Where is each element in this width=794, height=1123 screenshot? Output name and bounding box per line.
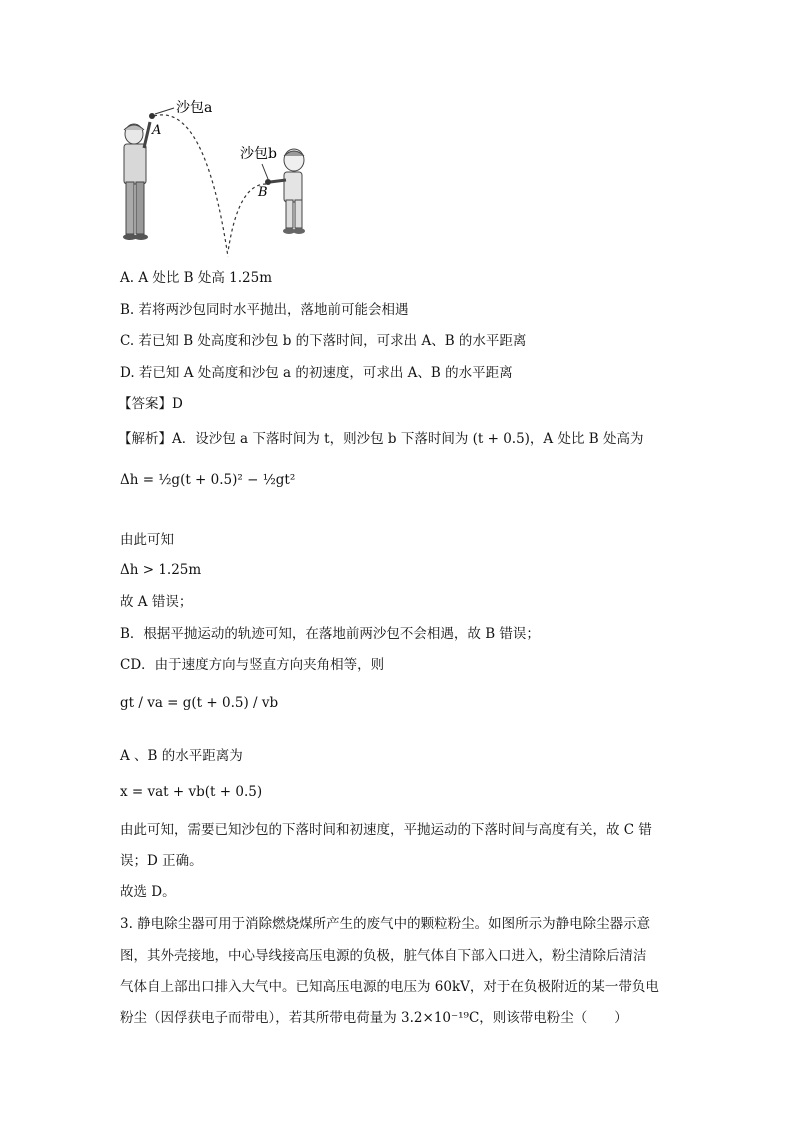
question3-line-4: 粉尘（因俘获电子而带电），若其所带电荷量为 3.2×10⁻¹⁹C，则该带电粉尘（ ） <box>120 1010 628 1026</box>
question3-line-3: 气体自上部出口排入大气中。已知高压电源的电压为 60kV，对于在负极附近的某一带负电 <box>120 979 659 995</box>
analysis-line-6: A 、B 的水平距离为 <box>120 748 243 764</box>
analysis-line-4: B．根据平抛运动的轨迹可知，在落地前两沙包不会相遇，故 B 错误； <box>120 626 540 642</box>
question3-line-2: 图，其外壳接地，中心导线接高压电源的负极，脏气体自下部入口进入，粉尘清除后清洁 <box>120 948 647 964</box>
option-a: A. A 处比 B 处高 1.25m <box>120 270 273 286</box>
question3-line-1: 3. 静电除尘器可用于消除燃烧煤所产生的废气中的颗粒粉尘。如图所示为静电除尘器示意 <box>120 916 651 932</box>
option-b: B. 若将两沙包同时水平抛出，落地前可能会相遇 <box>120 302 409 318</box>
formula-delta-h: Δh = ½g(t + 0.5)² − ½gt² <box>120 472 296 488</box>
trajectory-a <box>154 115 228 257</box>
analysis-line-5: CD．由于速度方向与竖直方向夹角相等，则 <box>120 657 385 673</box>
analysis-line-3: 故 A 错误； <box>120 594 193 610</box>
analysis-text-1: A．设沙包 a 下落时间为 t，则沙包 b 下落时间为 (t + 0.5)，A 处比 B 处高为 <box>172 431 644 447</box>
label-point-A: A <box>152 123 162 138</box>
answer-value: D <box>172 396 183 412</box>
analysis-line-7: 由此可知，需要已知沙包的下落时间和初速度，平抛运动的下落时间与高度有关，故 C 错 <box>120 822 652 838</box>
label-sandbag-a: 沙包a <box>176 100 213 116</box>
projectile-figure <box>110 92 330 262</box>
formula-angle-equality: gt / va = g(t + 0.5) / vb <box>120 695 279 711</box>
label-sandbag-b: 沙包b <box>240 146 277 162</box>
person-a-illustration <box>123 122 150 240</box>
answer-line <box>118 394 183 414</box>
label-point-B: B <box>258 185 268 200</box>
analysis-label: 【解析】 <box>118 431 172 447</box>
option-c: C. 若已知 B 处高度和沙包 b 的下落时间，可求出 A、B 的水平距离 <box>120 333 527 349</box>
answer-label: 【答案】 <box>118 396 172 412</box>
analysis-line-9: 故选 D。 <box>120 884 176 900</box>
formula-delta-h-inequality: Δh > 1.25m <box>120 562 202 578</box>
option-d: D. 若已知 A 处高度和沙包 a 的初速度，可求出 A、B 的水平距离 <box>120 365 513 381</box>
analysis-line-8: 误；D 正确。 <box>120 853 203 869</box>
analysis-line-1 <box>118 429 643 449</box>
formula-horizontal-distance: x = vat + vb(t + 0.5) <box>120 784 263 800</box>
analysis-line-2: 由此可知 <box>120 532 174 548</box>
